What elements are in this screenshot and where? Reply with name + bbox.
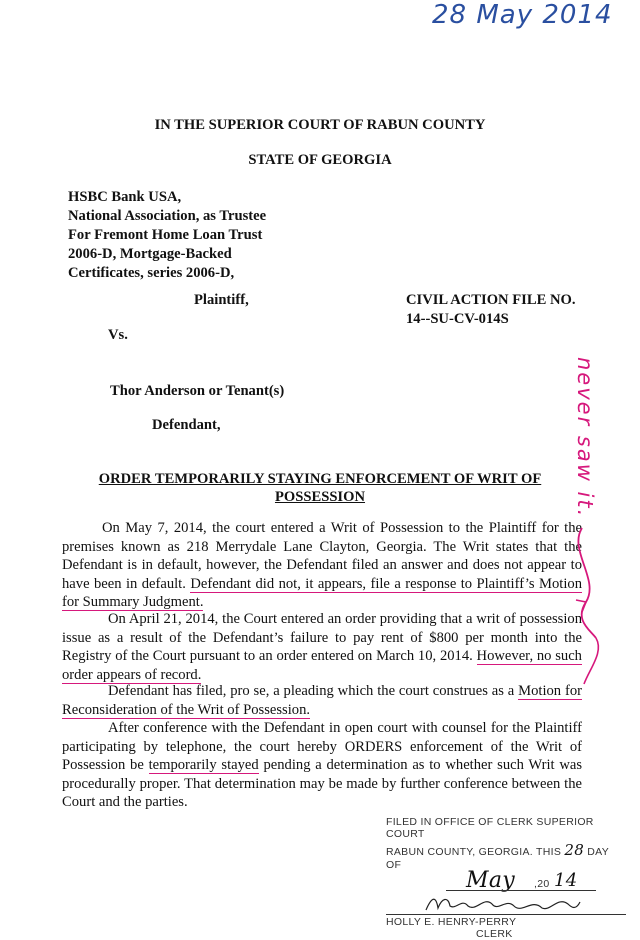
paragraph-text: On May 7, 2014, the court entered a Writ of Possession to the Plaintiff for the premises known as 218 Merrydale Lane Clayton, Georgia. The Writ states that the Defendant is in default, however, the Defendant filed an answer and does not appear to have been in default.: [62, 520, 582, 592]
plaintiff-line: HSBC Bank USA,: [68, 189, 182, 205]
clerk-label: CLERK: [476, 928, 513, 940]
plaintiff-block: [68, 188, 266, 283]
handwritten-date: 28 May 2014: [432, 0, 613, 30]
plaintiff-line: Certificates, series 2006-D,: [68, 265, 235, 281]
highlighted-text: Defendant did not, it appears, file a response to Plaintiff’s Motion for Summary Judgment.: [62, 575, 582, 610]
paragraph-2: [62, 610, 582, 684]
defendant-label: Defendant,: [152, 417, 221, 433]
stamp-month: May: [466, 868, 515, 893]
state-heading: STATE OF GEORGIA: [248, 152, 392, 168]
stamp-year-prefix: ,20: [534, 878, 550, 890]
case-number: 14--SU-CV-014S: [406, 311, 509, 327]
order-title-line: POSSESSION: [274, 489, 366, 505]
paragraph-text: Defendant has filed, pro se, a pleading which the court construes as a: [108, 683, 519, 699]
stamp-day: 28: [564, 841, 585, 859]
case-label: CIVIL ACTION FILE NO.: [406, 292, 576, 308]
highlighted-text: However, no such order appears of record.: [62, 648, 582, 683]
paragraph-text: On April 21, 2014, the Court entered an order providing that a writ of possession issue as a result of the Defendant’s failure to pay rent of $800 per month into the Registry of the Court pursuant to an order entered on March 10, 2014.: [62, 611, 582, 664]
filing-stamp: [386, 816, 626, 940]
paragraph-text: pending a determination as to whether such Writ was procedurally proper. That determination may be made by further conference between the Court and the parties.: [62, 757, 583, 810]
clerk-signature-icon: [422, 892, 582, 916]
plaintiff-line: National Association, as Trustee: [68, 208, 267, 224]
stamp-year: 14: [554, 870, 578, 891]
plaintiff-line: 2006-D, Mortgage-Backed: [68, 246, 232, 262]
plaintiff-line: For Fremont Home Loan Trust: [68, 227, 263, 243]
stamp-line: FILED IN OFFICE OF CLERK SUPERIOR COURT: [386, 816, 594, 840]
plaintiff-label: Plaintiff,: [194, 292, 249, 308]
paragraph-4: [62, 719, 582, 812]
paragraph-1: [62, 519, 582, 612]
highlighted-text: Motion for Reconsideration of the Writ of Possession.: [62, 683, 582, 718]
court-heading: IN THE SUPERIOR COURT OF RABUN COUNTY: [154, 117, 486, 133]
order-title: [0, 470, 640, 506]
margin-note: never saw it.: [573, 357, 597, 519]
paragraph-text: After conference with the Defendant in open court with counsel for the Plaintiff participating by telephone, the court hereby ORDERS enforcement of the Writ of Possession be: [62, 720, 582, 773]
vs-label: Vs.: [108, 327, 128, 343]
order-title-line: ORDER TEMPORARILY STAYING ENFORCEMENT OF WRIT OF: [98, 471, 542, 487]
highlighted-text: temporarily stayed: [148, 757, 259, 773]
defendant-name: Thor Anderson or Tenant(s): [110, 383, 285, 399]
clerk-name: HOLLY E. HENRY-PERRY: [386, 916, 517, 928]
stamp-line: DAY OF: [386, 846, 609, 871]
stamp-line: RABUN COUNTY, GEORGIA. THIS: [386, 846, 562, 858]
paragraph-3: [62, 682, 582, 719]
